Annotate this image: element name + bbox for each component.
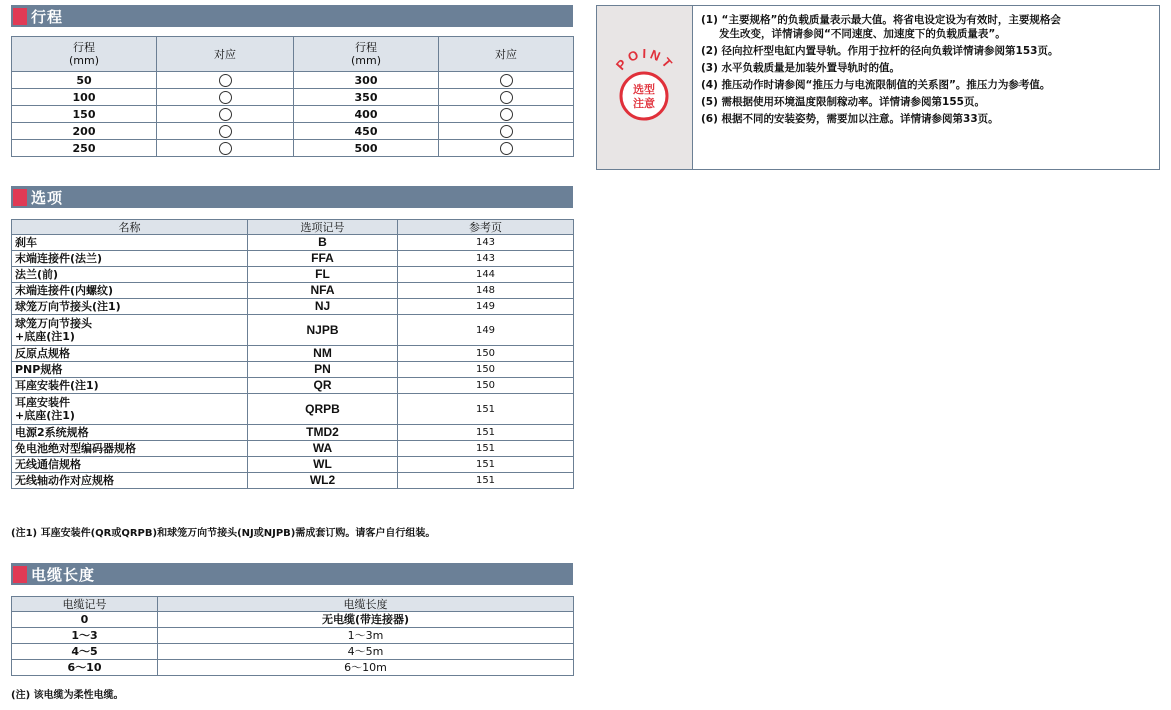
option-name: 球笼万向节接头 +底座(注1)	[12, 315, 248, 346]
support-cell	[157, 89, 294, 106]
support-cell	[439, 123, 574, 140]
option-name: 反原点规格	[12, 346, 248, 362]
options-footnote: (注1) 耳座安装件(QR或QRPB)和球笼万向节接头(NJ或NJPB)需成套订购。请客户自行组装。	[11, 528, 436, 539]
option-code: WL2	[248, 473, 398, 489]
support-cell	[157, 123, 294, 140]
note-item-5: (5) 需根据使用环境温度限制稼动率。详情请参阅第155页。	[701, 96, 985, 108]
table-row	[12, 441, 574, 457]
option-page: 151	[398, 425, 574, 441]
point-badge	[597, 6, 692, 169]
stroke-value: 400	[294, 106, 439, 123]
note-item-1: (1) “主要规格”的负载质量表示最大值。将省电设定设为有效时，主要规格会	[701, 14, 1061, 26]
table-row	[12, 299, 574, 315]
table-row	[12, 123, 574, 140]
option-page: 148	[398, 283, 574, 299]
cable-length: 6～10m	[158, 660, 574, 676]
option-code: WA	[248, 441, 398, 457]
stroke-value: 50	[12, 72, 157, 89]
option-name: 法兰(前)	[12, 267, 248, 283]
stroke-value: 500	[294, 140, 439, 157]
stroke-section-header	[11, 5, 573, 27]
stroke-value: 250	[12, 140, 157, 157]
table-row	[12, 235, 574, 251]
stroke-value: 450	[294, 123, 439, 140]
support-header-1: 对应	[157, 37, 294, 72]
cable-section-header	[11, 563, 573, 585]
cable-length-header: 电缆长度	[158, 597, 574, 612]
stroke-section-title: 行程	[31, 7, 64, 26]
table-row	[12, 140, 574, 157]
stroke-value: 100	[12, 89, 157, 106]
option-name: 末端连接件(内螺纹)	[12, 283, 248, 299]
badge-text-1: 选型	[633, 83, 655, 96]
note-item-1-cont: 发生改变，详情请参阅“不同速度、加速度下的负载质量表”。	[719, 28, 1006, 40]
note-item-6: (6) 根据不同的安装姿势，需要加以注意。详情请参阅第33页。	[701, 113, 999, 125]
name-header: 名称	[12, 220, 248, 235]
table-row	[12, 612, 574, 628]
section-marker	[13, 566, 27, 583]
option-code: NFA	[248, 283, 398, 299]
option-page: 150	[398, 362, 574, 378]
option-name: 耳座安装件 +底座(注1)	[12, 394, 248, 425]
stroke-table	[11, 36, 574, 157]
option-code: WL	[248, 457, 398, 473]
table-row	[12, 425, 574, 441]
table-row	[12, 457, 574, 473]
note-item-3: (3) 水平负载质量是加装外置导轨时的值。	[701, 62, 901, 74]
cable-length: 无电缆(带连接器)	[158, 612, 574, 628]
cable-table	[11, 596, 574, 676]
circle-icon	[219, 91, 232, 104]
note-item-4: (4) 推压动作时请参阅“推压力与电流限制值的关系图”。推压力为参考值。	[701, 79, 1051, 91]
code-header: 选项记号	[248, 220, 398, 235]
circle-icon	[500, 74, 513, 87]
circle-icon	[500, 142, 513, 155]
stroke-header-2: 行程 (mm)	[294, 37, 439, 72]
cable-length: 1～3m	[158, 628, 574, 644]
support-cell	[157, 140, 294, 157]
stroke-header-1: 行程 (mm)	[12, 37, 157, 72]
table-row	[12, 315, 574, 346]
option-code: QRPB	[248, 394, 398, 425]
circle-icon	[219, 74, 232, 87]
option-name: 电源2系统规格	[12, 425, 248, 441]
circle-icon	[500, 91, 513, 104]
cable-code: 6～10	[12, 660, 158, 676]
table-row	[12, 89, 574, 106]
point-notes-list	[693, 6, 1159, 169]
option-name: 刹车	[12, 235, 248, 251]
circle-icon	[500, 125, 513, 138]
option-page: 143	[398, 235, 574, 251]
option-code: FFA	[248, 251, 398, 267]
cable-length: 4～5m	[158, 644, 574, 660]
stroke-value: 150	[12, 106, 157, 123]
page-header: 参考页	[398, 220, 574, 235]
option-code: QR	[248, 378, 398, 394]
cable-code: 0	[12, 612, 158, 628]
options-section-header	[11, 186, 573, 208]
option-page: 149	[398, 315, 574, 346]
cable-footnote: (注) 该电缆为柔性电缆。	[11, 690, 124, 701]
note-item-2: (2) 径向拉杆型电缸内置导轨。作用于拉杆的径向负载详情请参阅第153页。	[701, 45, 1059, 57]
option-page: 150	[398, 346, 574, 362]
support-cell	[439, 89, 574, 106]
support-header-2: 对应	[439, 37, 574, 72]
option-name: 免电池绝对型编码器规格	[12, 441, 248, 457]
stroke-value: 200	[12, 123, 157, 140]
point-badge-circle	[621, 73, 667, 119]
options-section-title: 选项	[31, 188, 64, 207]
option-code: NJPB	[248, 315, 398, 346]
support-cell	[439, 72, 574, 89]
support-cell	[439, 140, 574, 157]
table-row	[12, 283, 574, 299]
circle-icon	[219, 108, 232, 121]
point-arc-text: POINT	[612, 45, 678, 73]
option-page: 149	[398, 299, 574, 315]
option-name: 无线通信规格	[12, 457, 248, 473]
badge-text-2: 注意	[633, 97, 655, 110]
table-row	[12, 267, 574, 283]
table-row	[12, 394, 574, 425]
option-page: 144	[398, 267, 574, 283]
stroke-value: 300	[294, 72, 439, 89]
cable-section-title: 电缆长度	[31, 565, 96, 584]
cable-code: 1～3	[12, 628, 158, 644]
option-code: TMD2	[248, 425, 398, 441]
option-page: 150	[398, 378, 574, 394]
circle-icon	[219, 125, 232, 138]
table-row	[12, 660, 574, 676]
table-row	[12, 362, 574, 378]
option-page: 151	[398, 473, 574, 489]
point-notes-box	[596, 5, 1160, 170]
table-row	[12, 72, 574, 89]
option-page: 151	[398, 394, 574, 425]
option-name: 耳座安装件(注1)	[12, 378, 248, 394]
cable-code: 4～5	[12, 644, 158, 660]
options-table	[11, 219, 574, 489]
cable-code-header: 电缆记号	[12, 597, 158, 612]
option-page: 151	[398, 457, 574, 473]
option-code: NJ	[248, 299, 398, 315]
table-row	[12, 628, 574, 644]
option-code: NM	[248, 346, 398, 362]
option-code: FL	[248, 267, 398, 283]
section-marker	[13, 189, 27, 206]
support-cell	[157, 106, 294, 123]
support-cell	[439, 106, 574, 123]
point-badge-panel	[597, 6, 693, 169]
circle-icon	[500, 108, 513, 121]
option-page: 143	[398, 251, 574, 267]
support-cell	[157, 72, 294, 89]
option-name: 无线轴动作对应规格	[12, 473, 248, 489]
table-row	[12, 644, 574, 660]
option-code: B	[248, 235, 398, 251]
stroke-value: 350	[294, 89, 439, 106]
table-row	[12, 378, 574, 394]
circle-icon	[219, 142, 232, 155]
option-page: 151	[398, 441, 574, 457]
table-row	[12, 106, 574, 123]
table-row	[12, 251, 574, 267]
option-name: 球笼万向节接头(注1)	[12, 299, 248, 315]
section-marker	[13, 8, 27, 25]
option-name: PNP规格	[12, 362, 248, 378]
table-row	[12, 346, 574, 362]
option-name: 末端连接件(法兰)	[12, 251, 248, 267]
option-code: PN	[248, 362, 398, 378]
table-row	[12, 473, 574, 489]
